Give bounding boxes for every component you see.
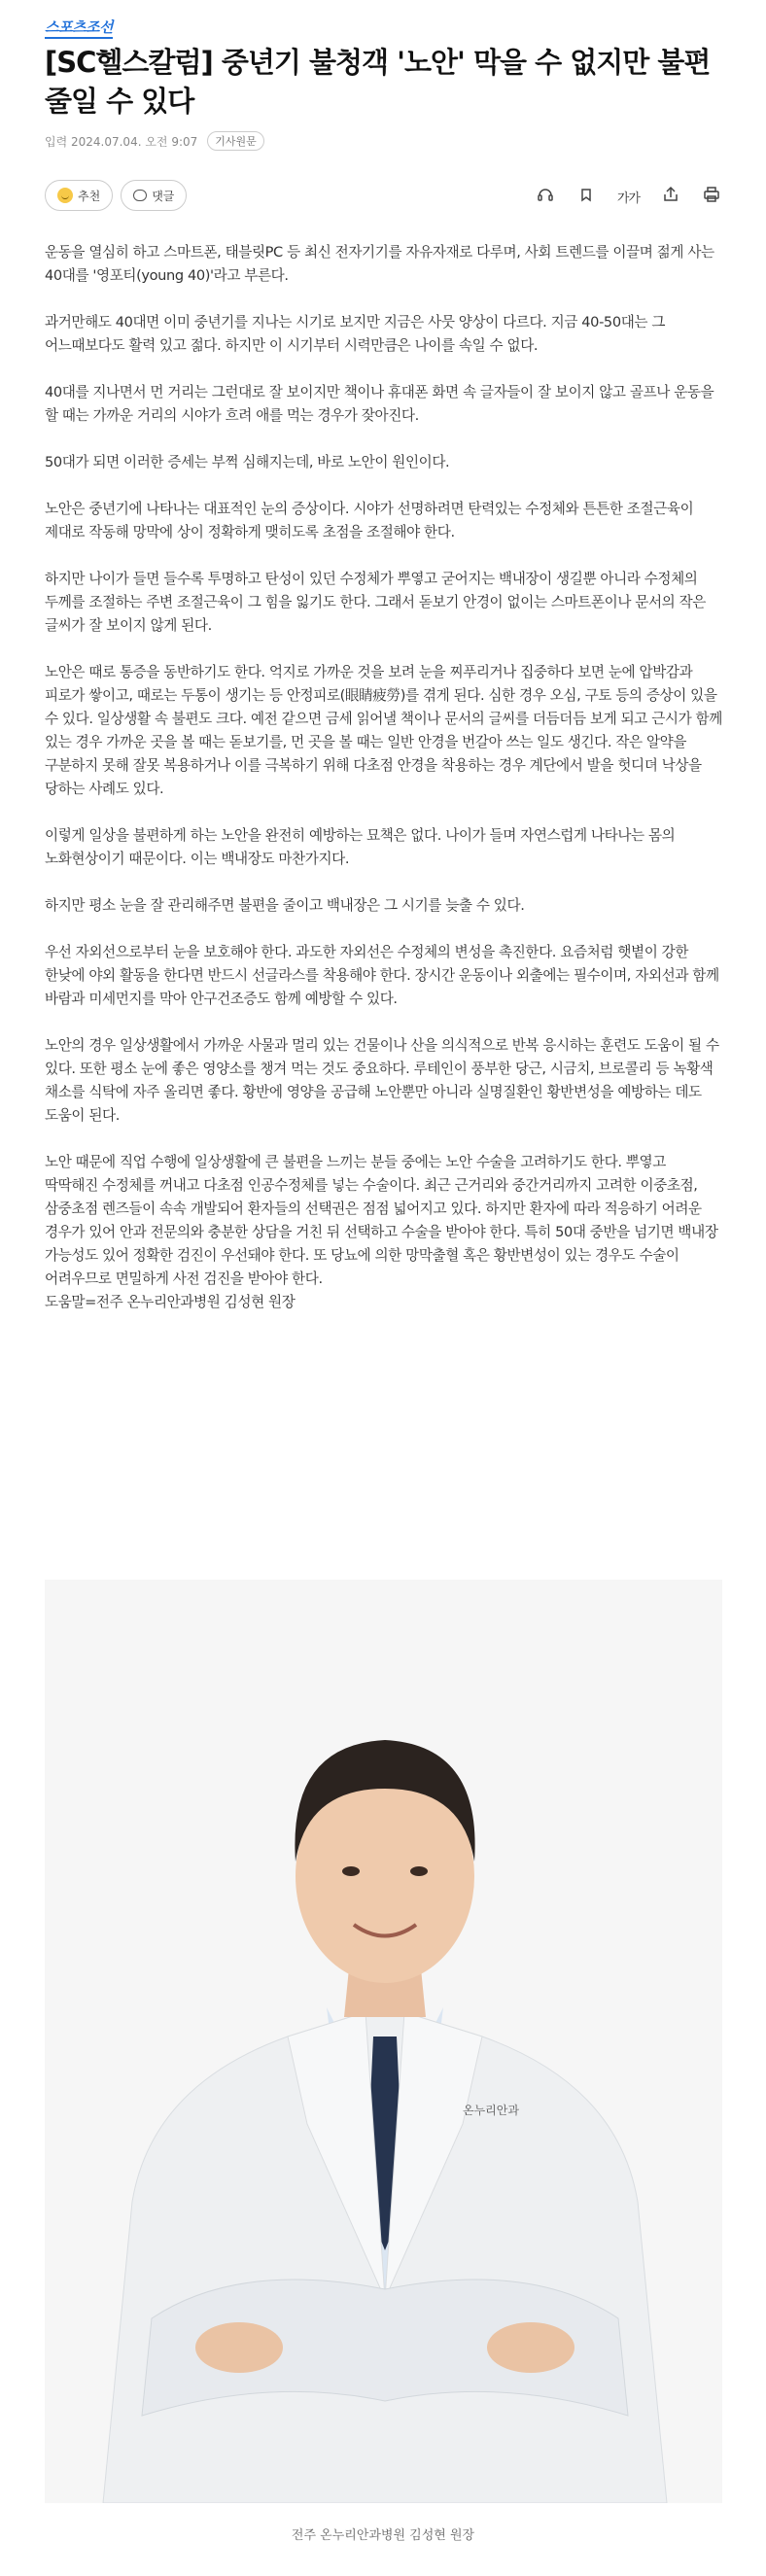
paragraph: 노안의 경우 일상생활에서 가까운 사물과 멀리 있는 건물이나 산을 의식적으로 반복 응시하는 훈련도 도움이 될 수 있다. 또한 평소 눈에 좋은 영양소를 챙겨 먹는 것도 중요하다. 루테인이 풍부한 당근, 시금치, 브로콜리 등 녹황색 채소를 식탁에 자주 올리면 좋다. 황반에 영양을 공급해 노안뿐만 아니라 실명질환인 황반변성을 예방하는 데도 도움이 된다. [45,1037,719,1124]
audio-icon [536,185,555,204]
paragraph: 하지만 나이가 들면 들수록 투명하고 탄성이 있던 수정체가 뿌옇고 굳어지는 백내장이 생길뿐 아니라 수정체의 두께를 조절하는 주변 조절근육이 그 힘을 잃기도 한다. 그래서 돋보기 안경이 없이는 스마트폰이나 문서의 작은 글씨가 잘 보이지 않게 된다. [45,571,706,634]
logo-underline [45,37,113,39]
print-icon [702,185,721,204]
article-credit: 도움말=전주 온누리안과병원 김성현 원장 [45,1294,296,1310]
article-tools [536,185,721,208]
comment-button[interactable] [121,180,187,211]
comment-label: 댓글 [152,189,175,203]
recommend-label: 추천 [78,189,101,203]
share-button[interactable] [661,185,680,208]
paragraph: 운동을 열심히 하고 스마트폰, 태블릿PC 등 최신 전자기기를 자유자재로 다루며, 사회 트렌드를 이끌며 젊게 사는 40대를 '영포티(young 40)'라고 부른다. [45,244,714,284]
share-icon [661,185,680,204]
print-button[interactable] [702,185,721,208]
article-title: [SC헬스칼럼] 중년기 불청객 '노안' 막을 수 없지만 불편 줄일 수 있다 [45,46,711,118]
coat-embroidery: 온누리안과 [463,2104,519,2117]
logo-text: 스포츠조선 [45,17,113,36]
paragraph: 하지만 평소 눈을 잘 관리해주면 불편을 줄이고 백내장은 그 시기를 늦출 수 있다. [45,897,525,914]
doctor-portrait-illustration [45,1580,722,2503]
paragraph: 40대를 지나면서 먼 거리는 그런대로 잘 보이지만 책이나 휴대폰 화면 속 글자들이 잘 보이지 않고 골프나 운동을 할 때는 가까운 거리의 시야가 흐려 애를 먹는 경우가 잦아진다. [45,384,714,424]
photo-caption: 전주 온누리안과병원 김성현 원장 [291,2528,475,2543]
paragraph: 노안 때문에 직업 수행에 일상생활에 큰 불편을 느끼는 분들 중에는 노안 수술을 고려하기도 한다. 뿌옇고 딱딱해진 수정체를 꺼내고 다초점 인공수정체를 넣는 수술이다. 최근 근거리와 중간거리까지 고려한 이중초점, 삼중초점 렌즈들이 속속 개발되어 환자들의 선택권은 점점 넓어지고 있다. 하지만 환자에 따라 적응하기 어려운 경우가 있어 안과 전문의와 충분한 상담을 거친 뒤 선택하고 수술을 받아야 한다. 특히 50대 중반을 넘기면 백내장 가능성도 있어 정확한 검진이 우선돼야 한다. 또 당뇨에 의한 망막출혈 혹은 황반변성이 있는 경우도 수술이 어려우므로 면밀하게 사전 검진을 받아야 한다. [45,1154,718,1287]
paragraph: 이렇게 일상을 불편하게 하는 노안을 완전히 예방하는 묘책은 없다. 나이가 들며 자연스럽게 나타나는 몸의 노화현상이기 때문이다. 이는 백내장도 마찬가지다. [45,827,676,867]
subscribe-icon [576,185,596,204]
original-article-link[interactable]: 기사원문 [207,131,264,151]
article-body [45,241,722,1338]
comment-bubble-icon [133,190,147,201]
paragraph: 노안은 때로 통증을 동반하기도 한다. 억지로 가까운 것을 보려 눈을 찌푸리거나 집중하다 보면 눈에 압박감과 피로가 쌓이고, 때로는 두통이 생기는 등 안정피로(眼睛疲勞)를 겪게 된다. 심한 경우 오심, 구토 등의 증상이 있을 수 있다. 일상생활 속 불편도 크다. 예전 같으면 금세 읽어낼 책이나 문서의 글씨를 더듬더듬 보게 되고 근시가 함께 있는 경우 가까운 곳을 볼 때는 돋보기를, 먼 곳을 볼 때는 일반 안경을 번갈아 쓰는 일도 생긴다. 작은 알약을 구분하지 못해 잘못 복용하거나 이를 극복하기 위해 다초점 안경을 착용하는 경우 계단에서 발을 헛디뎌 낙상을 당하는 사례도 있다. [45,664,722,797]
publish-date: 입력 2024.07.04. 오전 9:07 [45,134,198,149]
doctor-photo [45,1580,722,2503]
site-logo[interactable] [45,16,113,37]
paragraph: 과거만해도 40대면 이미 중년기를 지나는 시기로 보지만 지금은 사뭇 양상이 다르다. 지금 40-50대는 그 어느때보다도 활력 있고 젊다. 하지만 이 시기부터 시력만큼은 나이를 속일 수 없다. [45,314,666,354]
recommend-button[interactable] [45,180,113,211]
font-size-button[interactable]: 가가 [616,191,640,206]
paragraph: 50대가 되면 이러한 증세는 부쩍 심해지는데, 바로 노안이 원인이다. [45,454,450,470]
article-meta [45,131,264,151]
audio-button[interactable] [536,185,555,208]
subscribe-button[interactable] [576,185,596,208]
smile-icon [57,188,73,203]
paragraph: 우선 자외선으로부터 눈을 보호해야 한다. 과도한 자외선은 수정체의 변성을 촉진한다. 요즘처럼 햇볕이 강한 한낮에 야외 활동을 한다면 반드시 선글라스를 착용해야 한다. 장시간 운동이나 외출에는 필수이며, 자외선과 함께 바람과 미세먼지를 막아 안구건조증도 함께 예방할 수 있다. [45,944,719,1007]
reaction-bar [45,180,187,211]
paragraph: 노안은 중년기에 나타나는 대표적인 눈의 증상이다. 시야가 선명하려면 탄력있는 수정체와 튼튼한 조절근육이 제대로 작동해 망막에 상이 정확하게 맺히도록 초점을 조절해야 한다. [45,501,694,540]
